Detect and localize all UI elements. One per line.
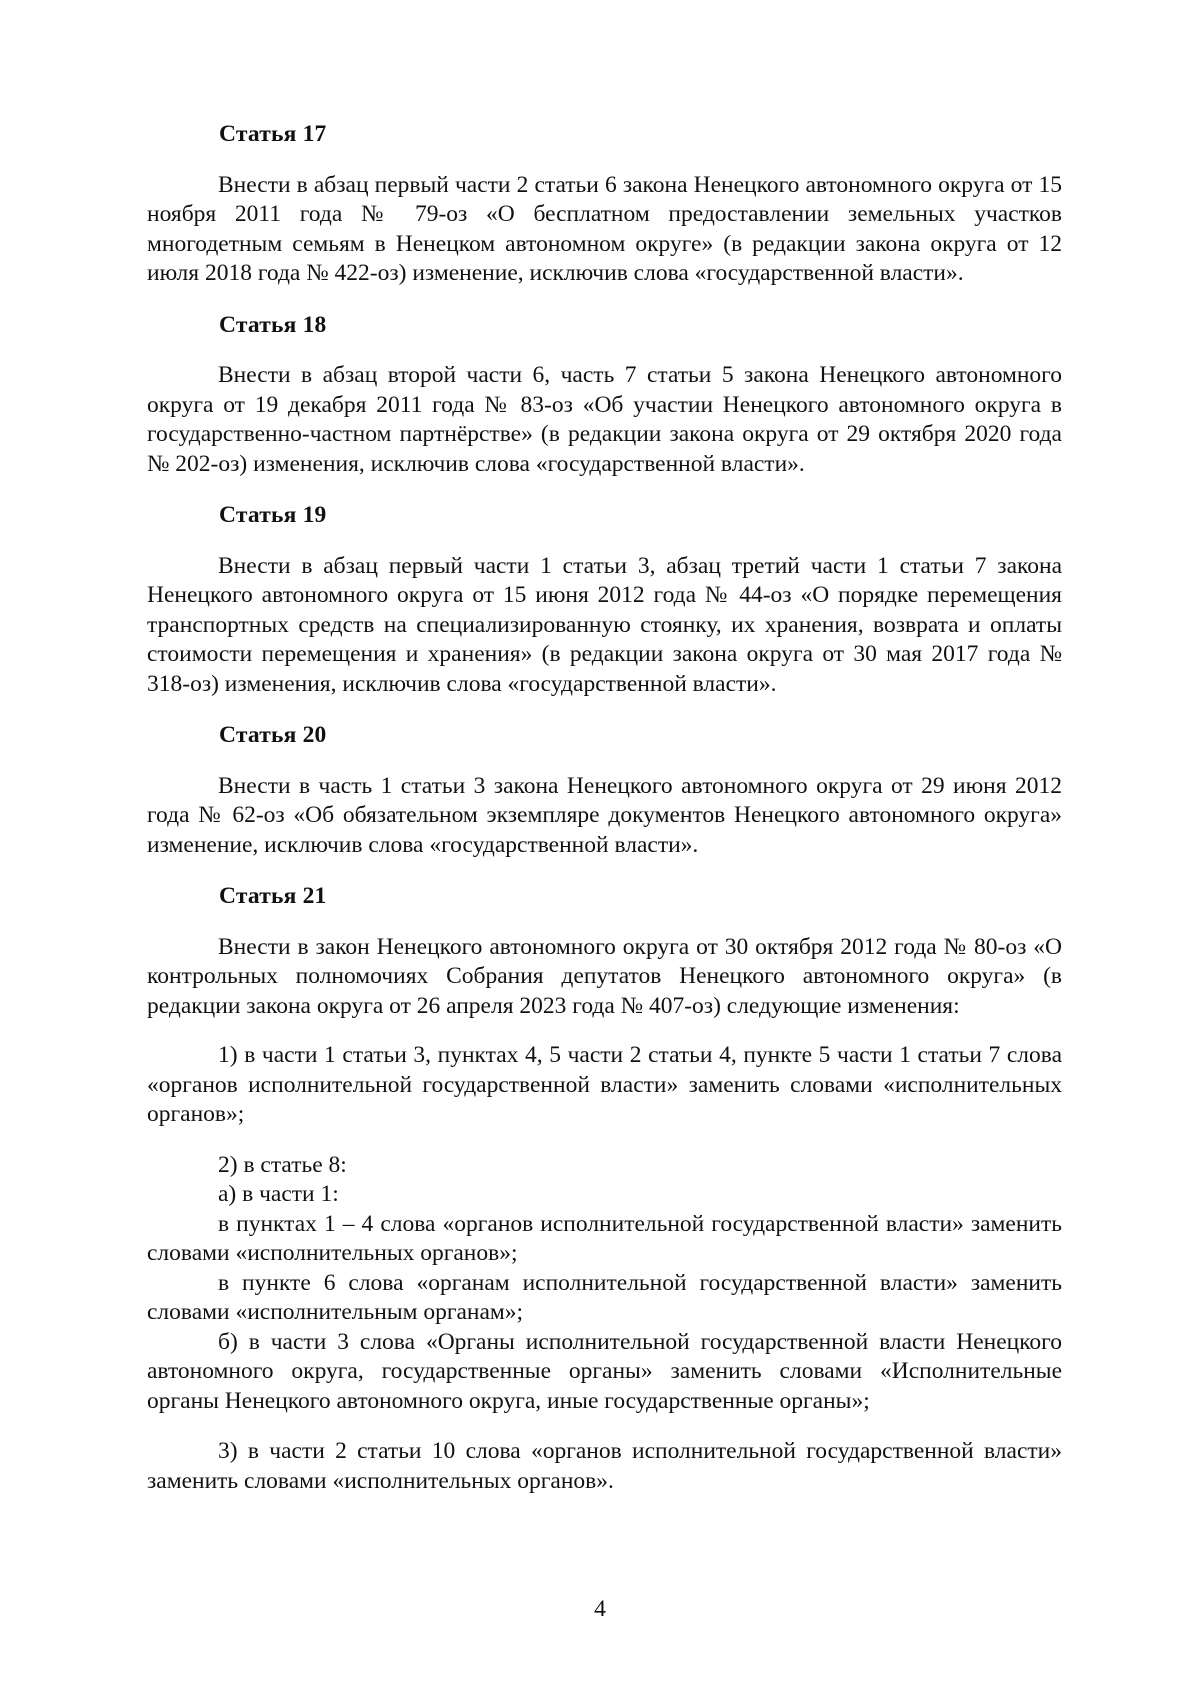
article-title: Статья 19: [219, 502, 327, 528]
article-19: [147, 501, 1062, 699]
article-title: Статья 20: [219, 722, 327, 748]
sub-item-text: в пунктах 1 – 4 слова «органов исполнительной государственной власти» заменить словами «исполнительных органов»;: [147, 1210, 1062, 1266]
list-item-1: [147, 1041, 1062, 1130]
article-text: Внести в закон Ненецкого автономного округа от 30 октября 2012 года № 80-оз «О контрольных полномочиях Собрания депутатов Ненецкого автономного округа» (в редакции закона округа от 26 апреля 2023 года № 407-оз) следующие изменения:: [147, 933, 1062, 1019]
article-title: Статья 17: [219, 121, 327, 147]
list-item-2: [147, 1151, 1062, 1417]
article-21: [147, 882, 1062, 1496]
page-number: 4: [594, 1596, 606, 1622]
sub-item-a-heading: а) в части 1:: [218, 1181, 339, 1207]
list-item-text: 1) в части 1 статьи 3, пунктах 4, 5 части 2 статьи 4, пункте 5 части 1 статьи 7 слова «органов исполнительной государственной власти» заменить словами «исполнительных органов»;: [147, 1042, 1062, 1127]
list-item-heading: 2) в статье 8:: [218, 1151, 347, 1178]
list-item-3: [147, 1437, 1062, 1496]
article-17: [147, 120, 1062, 289]
list-item-text: 3) в части 2 статьи 10 слова «органов исполнительной государственной власти» заменить словами «исполнительных органов».: [147, 1438, 1062, 1494]
article-text: Внести в часть 1 статьи 3 закона Ненецкого автономного округа от 29 июня 2012 года № 62-оз «Об обязательном экземпляре документов Ненецкого автономного округа» изменение, исключив слова «государственной власти».: [147, 772, 1062, 858]
document-page: [147, 120, 1062, 1518]
article-20: [147, 721, 1062, 860]
article-text: Внести в абзац первый части 2 статьи 6 закона Ненецкого автономного округа от 15 ноября 2011 года № 79-оз «О бесплатном предоставлении земельных участков многодетным семьям в Ненецком автономном округе» (в редакции закона округа от 12 июля 2018 года № 422-оз) изменение, исключив слова «государственной власти».: [147, 171, 1062, 286]
article-text: Внести в абзац первый части 1 статьи 3, абзац третий части 1 статьи 7 закона Ненецкого автономного округа от 15 июня 2012 года № 44-оз «О порядке перемещения транспортных средств на специализированную стоянку, их хранения, возврата и оплаты стоимости перемещения и хранения» (в редакции закона округа от 30 мая 2017 года № 318-оз) изменения, исключив слова «государственной власти».: [147, 552, 1062, 697]
sub-item-text: в пункте 6 слова «органам исполнительной государственной власти» заменить словами «исполнительным органам»;: [147, 1269, 1062, 1325]
article-18: [147, 311, 1062, 480]
article-text: Внести в абзац второй части 6, часть 7 статьи 5 закона Ненецкого автономного округа от 19 декабря 2011 года № 83-оз «Об участии Ненецкого автономного округа в государственно-частном партнёрстве» (в редакции закона округа от 29 октября 2020 года № 202-оз) изменения, исключив слова «государственной власти».: [147, 362, 1062, 477]
sub-item-b-text: б) в части 3 слова «Органы исполнительной государственной власти Ненецкого автономного округа, государственные органы» заменить словами «Исполнительные органы Ненецкого автономного округа, иные государственные органы»;: [147, 1328, 1062, 1414]
article-title: Статья 18: [219, 311, 327, 338]
article-title: Статья 21: [219, 883, 327, 909]
